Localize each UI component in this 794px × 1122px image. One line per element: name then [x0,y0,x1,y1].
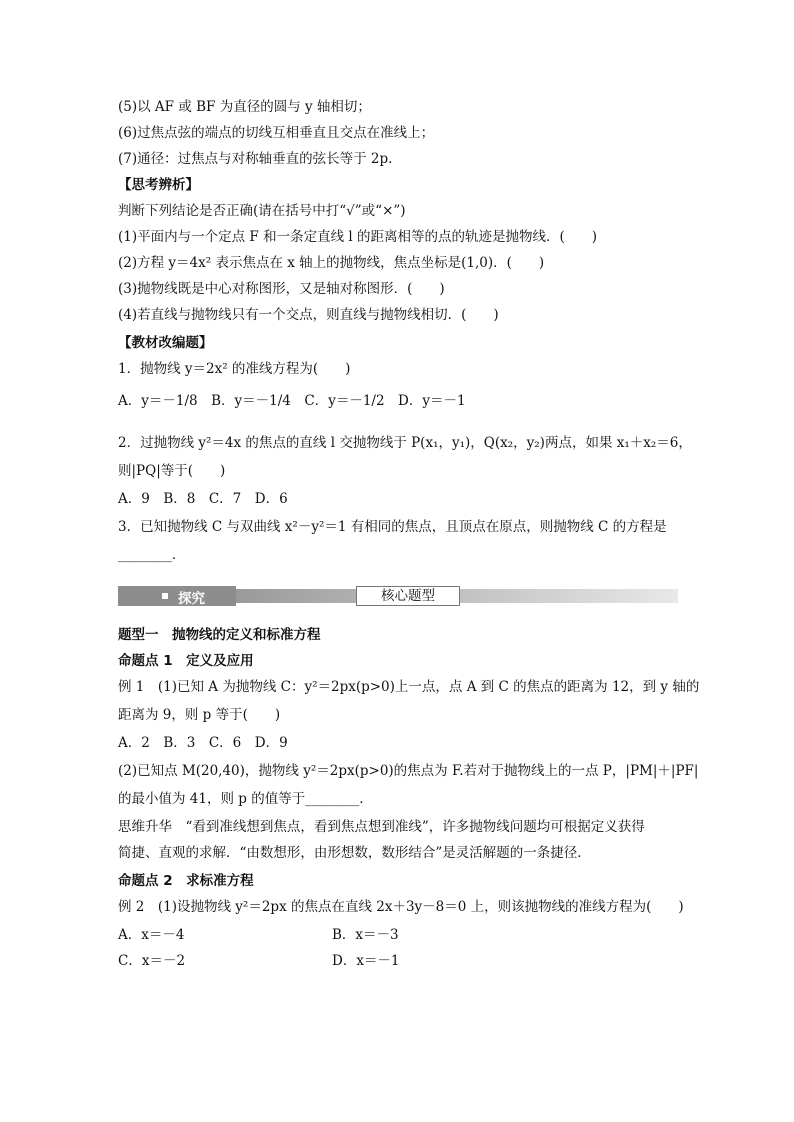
question-1-options: A．y＝－1/8 B．y＝－1/4 C．y＝－1/2 D．y＝－1 [118,393,466,409]
type-1-title: 题型一 抛物线的定义和标准方程 [118,627,321,643]
example-1-line-2: 距离为 9，则 p 等于( ) [118,707,281,723]
question-2-line-1: 2．过抛物线 y²＝4x 的焦点的直线 l 交抛物线于 P(x₁，y₁)，Q(x₂，y₂)两点，如果 x₁＋x₂＝6， [118,435,692,451]
example-2-option-b: B．x＝－3 [332,927,399,943]
property-5: (5)以 AF 或 BF 为直径的圆与 y 轴相切； [118,99,371,115]
banner-left-label: 探究 [178,591,205,607]
property-6: (6)过焦点弦的端点的切线互相垂直且交点在准线上； [118,125,435,141]
example-2-option-d: D．x＝－1 [332,953,400,969]
example-2-option-a: A．x＝－4 [118,927,185,943]
judge-intro: 判断下列结论是否正确(请在括号中打“√”或“×”) [118,203,406,219]
example-1b-line-1: (2)已知点 M(20,40)，抛物线 y²＝2px(p>0)的焦点为 F.若对于抛物线上的一点 P，|PM|＋|PF| [118,763,699,779]
example-1-options: A．2 B．3 C．6 D．9 [118,735,288,751]
question-1: 1．抛物线 y＝2x² 的准线方程为( ) [118,361,351,377]
judge-item-3: (3)抛物线既是中心对称图形，又是轴对称图形．( ) [118,281,445,297]
section-banner [118,586,678,606]
question-3-line-2: ________． [118,547,186,563]
point-1-title: 命题点 1 定义及应用 [118,653,254,669]
question-2-options: A．9 B．8 C．7 D．6 [118,491,288,507]
sublimation-line-2: 简捷、直观的求解．“由数想形，由形想数，数形结合”是灵活解题的一条捷径． [118,845,591,861]
property-7: (7)通径：过焦点与对称轴垂直的弦长等于 2p. [118,151,393,167]
example-1b-line-2: 的最小值为 41，则 p 的值等于________． [118,791,373,807]
judge-item-4: (4)若直线与抛物线只有一个交点，则直线与抛物线相切．( ) [118,307,499,323]
judge-item-1: (1)平面内与一个定点 F 和一条定直线 l 的距离相等的点的轨迹是抛物线．( ) [118,229,598,245]
heading-thinking: 【思考辨析】 [118,177,199,193]
point-2-title: 命题点 2 求标准方程 [118,873,254,889]
question-3-line-1: 3．已知抛物线 C 与双曲线 x²－y²＝1 有相同的焦点，且顶点在原点，则抛物线 C 的方程是 [118,519,667,535]
banner-right-label: 核心题型 [356,586,460,606]
example-1-line-1: 例 1 (1)已知 A 为抛物线 C：y²＝2px(p>0)上一点，点 A 到 C 的焦点的距离为 12，到 y 轴的 [118,679,700,695]
sublimation-line-1: 思维升华 “看到准线想到焦点，看到焦点想到准线”，许多抛物线问题均可根据定义获得 [118,819,645,835]
example-2-option-c: C．x＝－2 [118,953,186,969]
heading-textbook: 【教材改编题】 [118,335,213,351]
banner-dark-block [118,586,236,606]
example-2-line-1: 例 2 (1)设抛物线 y²＝2px 的焦点在直线 2x＋3y－8＝0 上，则该抛物线的准线方程为( ) [118,899,684,915]
bullet-square-icon [162,593,168,599]
question-2-line-2: 则|PQ|等于( ) [118,463,226,479]
judge-item-2: (2)方程 y＝4x² 表示焦点在 x 轴上的抛物线，焦点坐标是(1,0)．( ) [118,255,545,271]
